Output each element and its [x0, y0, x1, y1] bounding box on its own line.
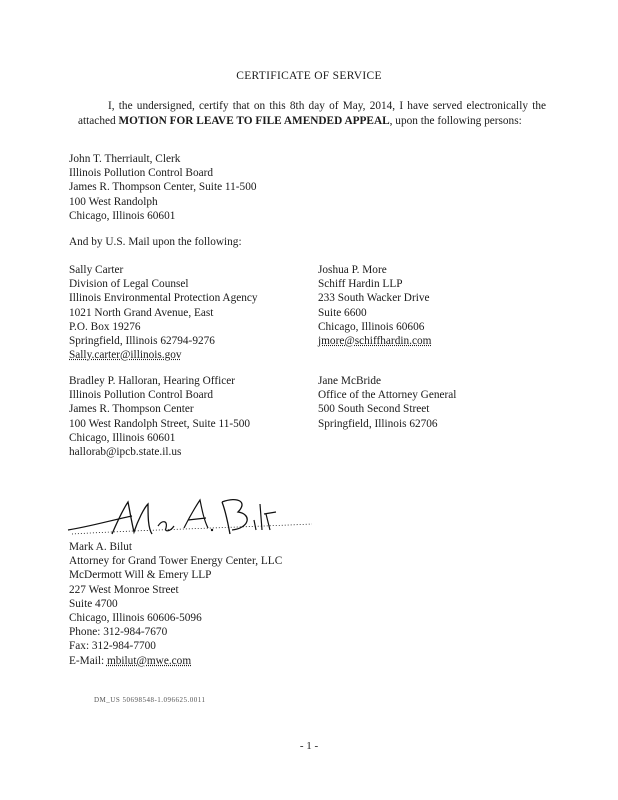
signer-email-line	[69, 654, 282, 668]
address-line: P.O. Box 19276	[69, 320, 141, 333]
address-line: Illinois Pollution Control Board	[69, 167, 214, 180]
recipient-block-halloran	[69, 374, 250, 459]
email-link[interactable]: jmore@schiffhardin.com	[318, 335, 432, 348]
signer-line: McDermott Will & Emery LLP	[69, 569, 212, 582]
signature-block	[69, 540, 282, 668]
address-line: Chicago, Illinois 60601	[69, 209, 176, 222]
address-line: James R. Thompson Center	[69, 403, 194, 416]
signer-name: Mark A. Bilut	[69, 541, 133, 553]
signer-line: Chicago, Illinois 60606-5096	[69, 612, 202, 625]
address-line: Jane McBride	[318, 375, 382, 387]
email-link[interactable]: mbilut@mwe.com	[106, 654, 192, 667]
address-line: Illinois Pollution Control Board	[69, 389, 214, 402]
document-id: DM_US 50698548-1.096625.0011	[94, 696, 206, 704]
address-line: 100 West Randolph	[69, 195, 158, 208]
page-number: - 1 -	[299, 740, 319, 752]
certification-paragraph	[78, 99, 546, 128]
recipient-block-more	[318, 263, 431, 348]
signer-fax: Fax: 312-984-7700	[69, 640, 156, 653]
address-line: hallorab@ipcb.state.il.us	[69, 446, 182, 459]
signer-phone: Phone: 312-984-7670	[69, 626, 168, 639]
address-line: Sally Carter	[69, 264, 124, 276]
address-line: Suite 6600	[318, 306, 367, 319]
motion-title: MOTION FOR LEAVE TO FILE AMENDED APPEAL	[118, 114, 390, 127]
address-line: John T. Therriault, Clerk	[69, 153, 181, 165]
address-line: 233 South Wacker Drive	[318, 292, 430, 305]
clerk-address-block	[69, 152, 257, 223]
address-line: James R. Thompson Center, Suite 11-500	[69, 181, 257, 194]
handwritten-signature	[62, 490, 322, 546]
email-label: E-Mail:	[69, 654, 105, 667]
address-line: Illinois Environmental Protection Agency	[69, 292, 258, 305]
recipient-block-mcbride	[318, 374, 456, 431]
address-line: 100 West Randolph Street, Suite 11-500	[69, 417, 251, 430]
address-line: Division of Legal Counsel	[69, 278, 189, 291]
address-line: Springfield, Illinois 62794-9276	[69, 335, 215, 348]
intro-text-1: I, the undersigned, certify that on this 8th day of May, 2014, I have served electronically the attached	[78, 100, 546, 127]
address-line: Chicago, Illinois 60601	[69, 431, 176, 444]
address-line: Bradley P. Halloran, Hearing Officer	[69, 375, 236, 387]
address-line: 1021 North Grand Avenue, East	[69, 306, 214, 319]
signer-line: 227 West Monroe Street	[69, 583, 179, 596]
recipient-block-carter	[69, 263, 258, 362]
signer-line: Suite 4700	[69, 597, 118, 610]
document-title: CERTIFICATE OF SERVICE	[236, 70, 382, 82]
address-line: Springfield, Illinois 62706	[318, 417, 438, 430]
email-link[interactable]: Sally.carter@illinois.gov	[69, 349, 182, 362]
address-line: Joshua P. More	[318, 264, 387, 276]
address-line: 500 South Second Street	[318, 403, 430, 416]
signer-line: Attorney for Grand Tower Energy Center, LLC	[69, 555, 283, 568]
intro-text-2: , upon the following persons:	[389, 114, 522, 127]
address-line: Office of the Attorney General	[318, 389, 457, 402]
address-line: Chicago, Illinois 60606	[318, 320, 425, 333]
mail-intro: And by U.S. Mail upon the following:	[69, 236, 242, 248]
address-line: Schiff Hardin LLP	[318, 278, 403, 291]
